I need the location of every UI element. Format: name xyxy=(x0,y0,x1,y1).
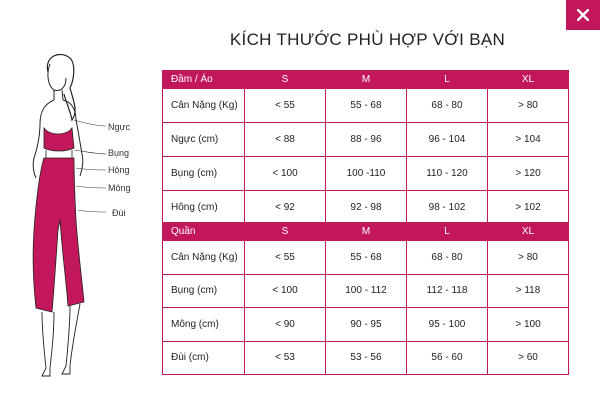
table-cell: 92 - 98 xyxy=(326,191,407,225)
table-cell: 56 - 60 xyxy=(407,341,488,375)
table-cell: < 55 xyxy=(245,241,326,275)
table-row xyxy=(163,274,569,308)
table-row xyxy=(163,89,569,123)
table-cell: 53 - 56 xyxy=(326,341,407,375)
wide-leg-pants-shape xyxy=(33,158,84,312)
crop-top-shape xyxy=(44,128,74,151)
table-cell: > 118 xyxy=(488,274,569,308)
table-cell: < 90 xyxy=(245,308,326,342)
table-cell: < 55 xyxy=(245,89,326,123)
figure-label-chest: Ngực xyxy=(108,122,131,132)
table-cell: Ngực (cm) xyxy=(163,123,245,157)
table-cell: < 53 xyxy=(245,341,326,375)
table-cell: > 80 xyxy=(488,89,569,123)
table-header-cell: Quần xyxy=(163,223,245,241)
table-header-cell: XL xyxy=(488,71,569,89)
table-cell: Mông (cm) xyxy=(163,308,245,342)
table-cell: > 104 xyxy=(488,123,569,157)
table-cell: Bụng (cm) xyxy=(163,274,245,308)
table-cell: < 100 xyxy=(245,157,326,191)
close-icon xyxy=(577,9,589,21)
table-row xyxy=(163,191,569,225)
table-header-cell: XL xyxy=(488,223,569,241)
table-header-cell: M xyxy=(326,223,407,241)
table-cell: 90 - 95 xyxy=(326,308,407,342)
pants-size-table xyxy=(162,222,569,375)
table-cell: > 120 xyxy=(488,157,569,191)
table-cell: Cân Nặng (Kg) xyxy=(163,89,245,123)
table-cell: < 100 xyxy=(245,274,326,308)
figure-label-thigh: Đùi xyxy=(112,208,126,218)
table-cell: 110 - 120 xyxy=(407,157,488,191)
page-title: KÍCH THƯỚC PHÙ HỢP VỚI BẠN xyxy=(229,30,506,49)
table-cell: Hông (cm) xyxy=(163,191,245,225)
table-header-cell: L xyxy=(407,71,488,89)
model-figure-illustration xyxy=(0,50,160,395)
table-cell: 112 - 118 xyxy=(407,274,488,308)
table-cell: 68 - 80 xyxy=(407,89,488,123)
table-cell: Đùi (cm) xyxy=(163,341,245,375)
table-cell: Bụng (cm) xyxy=(163,157,245,191)
table-header-cell: L xyxy=(407,223,488,241)
table-row xyxy=(163,123,569,157)
table-cell: < 88 xyxy=(245,123,326,157)
table-cell: > 100 xyxy=(488,308,569,342)
table-row xyxy=(163,341,569,375)
table-cell: > 102 xyxy=(488,191,569,225)
table-header-cell: S xyxy=(245,71,326,89)
table-header-cell: Đầm / Áo xyxy=(163,71,245,89)
table-header-cell: S xyxy=(245,223,326,241)
table-cell: 95 - 100 xyxy=(407,308,488,342)
figure-label-hip: Hông xyxy=(108,165,130,175)
figure-label-waist: Bụng xyxy=(108,148,130,158)
table-cell: < 92 xyxy=(245,191,326,225)
table-row xyxy=(163,308,569,342)
table-cell: 55 - 68 xyxy=(326,89,407,123)
figure-label-buttock: Mông xyxy=(108,183,131,193)
table-cell: Cân Nặng (Kg) xyxy=(163,241,245,275)
table-row xyxy=(163,157,569,191)
table-cell: 88 - 96 xyxy=(326,123,407,157)
table-cell: 100 - 112 xyxy=(326,274,407,308)
close-button[interactable] xyxy=(566,0,600,30)
table-cell: 100 -110 xyxy=(326,157,407,191)
table-cell: > 60 xyxy=(488,341,569,375)
table-header-cell: M xyxy=(326,71,407,89)
table-row xyxy=(163,241,569,275)
table-cell: 55 - 68 xyxy=(326,241,407,275)
table-header-row xyxy=(163,223,569,241)
table-cell: 98 - 102 xyxy=(407,191,488,225)
table-cell: > 80 xyxy=(488,241,569,275)
table-cell: 68 - 80 xyxy=(407,241,488,275)
table-header-row xyxy=(163,71,569,89)
table-cell: 96 - 104 xyxy=(407,123,488,157)
dress-size-table xyxy=(162,70,569,225)
